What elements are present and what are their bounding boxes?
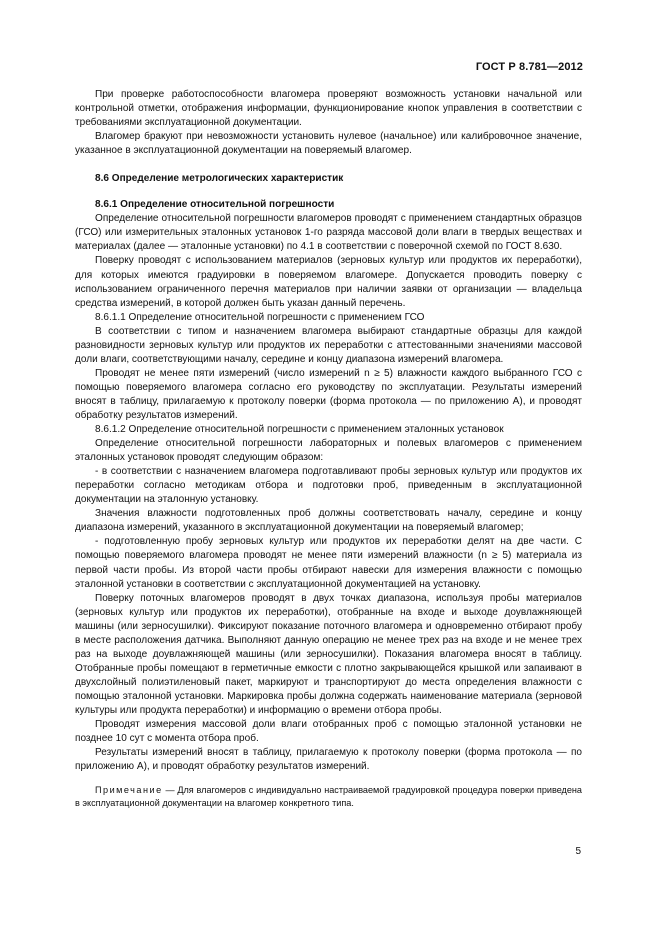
paragraph: Влагомер бракуют при невозможности установить нулевое (начальное) или калибровочное значение, указанное в эксплуатационной документации на поверяемый влагомер. [75,131,582,157]
clause-heading-8-6-1-1: 8.6.1.1 Определение относительной погрешности с применением ГСО [95,311,425,323]
paragraph: Проводят измерения массовой доли влаги отобранных проб с помощью эталонной установки не позднее 10 сут с момента отбора проб. [75,719,582,745]
note-text: — Для влагомеров с индивидуально настраиваемой градуировкой процедура поверки приведена в эксплуатационной документации на влагомер конкретного типа. [75,785,582,808]
paragraph: Значения влажности подготовленных проб должны соответствовать началу, середине и концу диапазона измерений, указанного в эксплуатационной документации на поверяемый влагомер; [75,508,582,534]
clause-heading-8-6-1-2: 8.6.1.2 Определение относительной погрешности с применением эталонных установок [95,424,504,436]
note-label: Примечание [95,785,163,796]
paragraph: Результаты измерений вносят в таблицу, прилагаемую к протоколу поверки (форма протокола — по приложению А), и проводят обработку результатов измерений. [75,747,582,773]
document-body [75,88,582,809]
list-item: - подготовленную пробу зерновых культур или продуктов их переработки делят на две части. С помощью поверяемого влагомера проводят не менее пяти измерений влажности (n ≥ 5) материала из первой части пробы. Из второй части пробы отбирают навески для измерения влажности с помощью эталонной установки в соответствии с эксплуатационной документацией на установку. [75,536,582,590]
document-number-header: ГОСТ Р 8.781—2012 [475,61,583,73]
paragraph: Поверку поточных влагомеров проводят в двух точках диапазона, используя пробы материалов (зерновых культур или продуктов их переработки), отобранные на входе и выходе доувлажняющей машины (или зерносушилки). Фиксируют показание поточного влагомера и одновременно отбирают пробу в месте расположения датчика. Выполняют данную операцию не менее трех раз на входе и не менее трех раз на выходе доувлажняющей машины (или зерносушилки). Показания влагомера вносят в таблицу. Отобранные пробы помещают в герметичные емкости с плотно закрывающейся крышкой или запаивают в двухслойный полиэтиленовый пакет, маркируют и транспортируют до места определения влажности с помощью эталонной установки. Маркировка пробы должна содержать наименование материала (зерновой культуры или продукта переработки) и информацию о времени отбора пробы. [75,592,582,716]
page-number: 5 [575,846,581,857]
paragraph: При проверке работоспособности влагомера проверяют возможность установки начальной или контрольной отметки, отображения информации, функционирование кнопок управления в соответствии с требованиями эксплуатационной документации. [75,89,582,129]
subsection-heading-8-6-1: 8.6.1 Определение относительной погрешности [95,199,335,211]
paragraph: В соответствии с типом и назначением влагомера выбирают стандартные образцы для каждой разновидности зерновых культур или продуктов их переработки с аттестованными значениями массовой доли влаги, соответствующими началу, середине и концу диапазона измерений влагомера. [75,325,582,365]
section-heading-8-6: 8.6 Определение метрологических характеристик [95,173,344,185]
paragraph: Поверку проводят с использованием материалов (зерновых культур или продуктов их переработки), для которых имеются градуировки в поверяемом влагомере. Допускается проводить поверку с использованием ограниченного перечня материалов при наличии заявки от организации — владельца средства измерений, в которой должен быть указан данный перечень. [75,255,582,309]
paragraph: Проводят не менее пяти измерений (число измерений n ≥ 5) влажности каждого выбранного ГСО с помощью поверяемого влагомера согласно его руководству по эксплуатации. Результаты измерений вносят в таблицу, прилагаемую к протоколу поверки (форма протокола — по приложению А), и проводят обработку результатов измерений. [75,367,582,421]
list-item: - в соответствии с назначением влагомера подготавливают пробы зерновых культур или продуктов их переработки согласно методикам отбора и подготовки проб, приведенным в эксплуатационной документации на эталонную установку. [75,466,582,506]
note [75,784,582,809]
paragraph: Определение относительной погрешности влагомеров проводят с применением стандартных образцов (ГСО) или измерительных эталонных установок 1-го разряда массовой доли влаги в твердых веществах и материалах (далее — эталонные установки) по 4.1 в соответствии с поверочной схемой по ГОСТ 8.630. [75,213,582,253]
paragraph: Определение относительной погрешности лабораторных и полевых влагомеров с применением эталонных установок проводят следующим образом: [75,438,582,464]
